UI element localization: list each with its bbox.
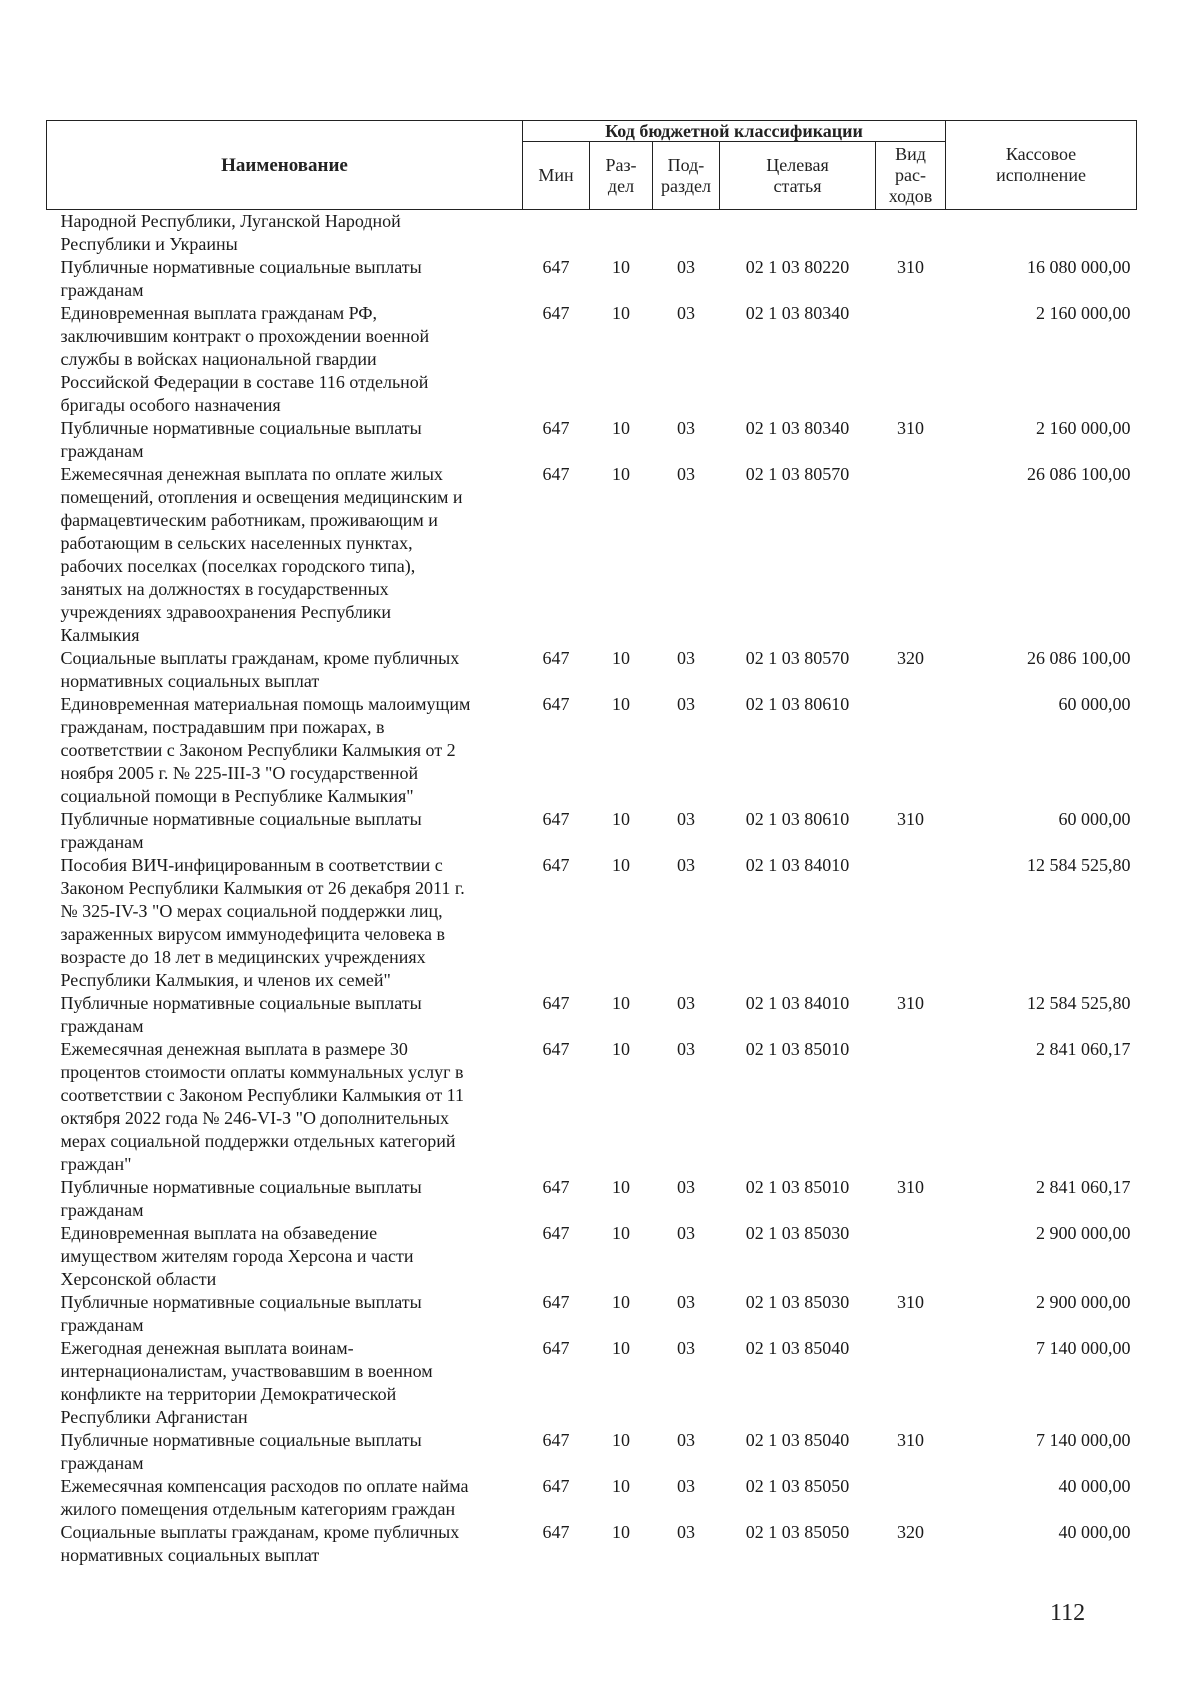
row-razdel: 10 [612,1430,630,1450]
table-row [47,1521,1137,1567]
row-min: 647 [542,303,570,323]
row-razdel: 10 [612,855,630,875]
row-celevaya-statya: 02 1 03 80340 [745,303,850,323]
row-name: Публичные нормативные социальные выплаты гражданам [60,418,422,461]
header-podrazdel: Под- раздел [653,142,720,210]
row-name: Пособия ВИЧ-инфицированным в соответствии с Законом Республики Калмыкия от 26 декабря 2011 г. № 325-IV-З "О мерах социальной поддержки лиц, зараженных вирусом иммунодефицита человека в возрасте до 18 лет в медицинских учреждениях Республики Калмыкия, и членов их семей" [60,855,465,990]
row-celevaya-statya: 02 1 03 85010 [745,1177,850,1197]
row-celevaya-statya: 02 1 03 85010 [745,1039,850,1059]
row-vid-rashodov: 320 [897,1522,924,1542]
row-amount: 2 841 060,17 [1036,1039,1131,1059]
row-min: 647 [542,809,570,829]
row-name: Ежегодная денежная выплата воинам- интернационалистам, участвовавшим в военном конфликте на территории Демократической Республики Афганистан [60,1338,433,1427]
row-celevaya-statya: 02 1 03 85040 [745,1338,850,1358]
table-row [47,1337,1137,1429]
row-podrazdel: 03 [677,1223,695,1243]
row-name: Ежемесячная денежная выплата в размере 30 процентов стоимости оплаты коммунальных услуг в соответствии с Законом Республики Калмыкия от 11 октября 2022 года № 246-VI-З "О дополнительных мерах социальной поддержки отдельных категорий граждан" [60,1039,465,1174]
row-vid-rashodov [876,302,946,417]
row-podrazdel: 03 [677,809,695,829]
row-min: 647 [542,1223,570,1243]
row-podrazdel: 03 [677,993,695,1013]
row-razdel [590,210,653,257]
row-name: Публичные нормативные социальные выплаты гражданам [60,1292,422,1335]
row-vid-rashodov: 320 [897,648,924,668]
row-vid-rashodov: 310 [897,993,924,1013]
row-vid-rashodov: 310 [897,1292,924,1312]
row-podrazdel [653,210,720,257]
row-min: 647 [542,1292,570,1312]
row-podrazdel: 03 [677,1039,695,1059]
row-vid-rashodov [876,463,946,647]
row-min: 647 [542,257,570,277]
row-min: 647 [542,1430,570,1450]
row-name: Публичные нормативные социальные выплаты гражданам [60,809,422,852]
table-row [47,1475,1137,1521]
table-row [47,302,1137,417]
row-name: Единовременная выплата на обзаведение имуществом жителям города Херсона и части Херсонской области [60,1223,414,1289]
row-celevaya-statya: 02 1 03 85050 [745,1522,850,1542]
row-vid-rashodov [876,210,946,257]
row-podrazdel: 03 [677,855,695,875]
row-vid-rashodov: 310 [897,809,924,829]
row-amount: 60 000,00 [1058,809,1131,829]
row-celevaya-statya: 02 1 03 80220 [745,257,850,277]
row-podrazdel: 03 [677,418,695,438]
row-name: Единовременная выплата гражданам РФ, заключившим контракт о прохождении военной службы в войсках национальной гвардии Российской Федерации в составе 116 отдельной бригады особого назначения [60,303,430,415]
row-razdel: 10 [612,648,630,668]
row-min [523,210,590,257]
row-razdel: 10 [612,257,630,277]
row-min: 647 [542,648,570,668]
row-celevaya-statya: 02 1 03 85050 [745,1476,850,1496]
row-amount: 40 000,00 [1058,1476,1131,1496]
row-celevaya-statya [720,210,876,257]
row-name: Публичные нормативные социальные выплаты гражданам [60,993,422,1036]
row-min: 647 [542,1338,570,1358]
row-amount: 2 160 000,00 [1036,418,1131,438]
row-min: 647 [542,694,570,714]
table-header [47,121,1137,210]
table-body [47,210,1137,1568]
row-podrazdel: 03 [677,694,695,714]
row-amount: 40 000,00 [1058,1522,1131,1542]
row-amount: 2 900 000,00 [1036,1292,1131,1312]
row-razdel: 10 [612,1338,630,1358]
row-razdel: 10 [612,694,630,714]
row-podrazdel: 03 [677,257,695,277]
header-min: Мин [523,142,590,210]
table-row [47,210,1137,257]
row-vid-rashodov: 310 [897,418,924,438]
row-amount: 26 086 100,00 [1027,464,1131,484]
row-vid-rashodov [876,1337,946,1429]
row-razdel: 10 [612,303,630,323]
row-celevaya-statya: 02 1 03 84010 [745,993,850,1013]
row-min: 647 [542,464,570,484]
row-podrazdel: 03 [677,303,695,323]
table-row [47,256,1137,302]
header-celevaya: Целевая статья [720,142,876,210]
row-min: 647 [542,855,570,875]
row-amount: 12 584 525,80 [1027,993,1131,1013]
budget-table [46,120,1137,1567]
row-celevaya-statya: 02 1 03 85040 [745,1430,850,1450]
row-podrazdel: 03 [677,1177,695,1197]
row-vid-rashodov [876,1475,946,1521]
row-amount: 16 080 000,00 [1027,257,1131,277]
table-row [47,1176,1137,1222]
row-vid-rashodov [876,854,946,992]
row-amount: 60 000,00 [1058,694,1131,714]
row-podrazdel: 03 [677,1292,695,1312]
row-vid-rashodov: 310 [897,1430,924,1450]
table-row [47,808,1137,854]
row-name: Социальные выплаты гражданам, кроме публичных нормативных социальных выплат [60,1522,460,1565]
table-row [47,854,1137,992]
row-celevaya-statya: 02 1 03 80610 [745,809,850,829]
row-celevaya-statya: 02 1 03 80610 [745,694,850,714]
row-razdel: 10 [612,993,630,1013]
row-min: 647 [542,1476,570,1496]
header-razdel: Раз- дел [590,142,653,210]
row-amount: 2 900 000,00 [1036,1223,1131,1243]
table-row [47,1429,1137,1475]
row-vid-rashodov [876,693,946,808]
row-amount: 12 584 525,80 [1027,855,1131,875]
row-name: Ежемесячная денежная выплата по оплате жилых помещений, отопления и освещения медицинским и фармацевтическим работникам, проживающим и работающим в сельских населенных пунктах, рабочих поселках (поселках городского типа), занятых на должностях в государственных учреждениях здравоохранения Республики Калмыкия [60,464,463,645]
row-amount: 7 140 000,00 [1036,1430,1131,1450]
row-name: Единовременная материальная помощь малоимущим гражданам, пострадавшим при пожарах, в соответствии с Законом Республики Калмыкия от 2 ноября 2005 г. № 225-III-З "О государственной социальной помощи в Республике Калмыкия" [60,694,471,806]
row-celevaya-statya: 02 1 03 80570 [745,464,850,484]
table-row [47,1291,1137,1337]
row-celevaya-statya: 02 1 03 80570 [745,648,850,668]
row-name: Народной Республики, Луганской Народной Республики и Украины [60,211,401,254]
header-name: Наименование [47,121,523,210]
row-amount: 26 086 100,00 [1027,648,1131,668]
row-vid-rashodov [876,1038,946,1176]
row-razdel: 10 [612,1522,630,1542]
row-name: Публичные нормативные социальные выплаты гражданам [60,1430,422,1473]
row-podrazdel: 03 [677,464,695,484]
row-min: 647 [542,1177,570,1197]
row-razdel: 10 [612,809,630,829]
table-row [47,1038,1137,1176]
row-name: Публичные нормативные социальные выплаты гражданам [60,257,422,300]
table-row [47,1222,1137,1291]
table-row [47,463,1137,647]
row-min: 647 [542,993,570,1013]
row-amount: 7 140 000,00 [1036,1338,1131,1358]
page-number: 112 [1050,1600,1086,1626]
row-amount: 2 841 060,17 [1036,1177,1131,1197]
row-amount [946,210,1137,257]
row-vid-rashodov: 310 [897,257,924,277]
row-celevaya-statya: 02 1 03 85030 [745,1223,850,1243]
table-row [47,992,1137,1038]
row-celevaya-statya: 02 1 03 85030 [745,1292,850,1312]
row-razdel: 10 [612,1039,630,1059]
table-row [47,417,1137,463]
header-kbk: Код бюджетной классификации [523,121,946,142]
row-razdel: 10 [612,1223,630,1243]
row-razdel: 10 [612,464,630,484]
row-min: 647 [542,418,570,438]
row-vid-rashodov [876,1222,946,1291]
header-vid: Вид рас- ходов [876,142,946,210]
row-podrazdel: 03 [677,1476,695,1496]
row-podrazdel: 03 [677,1338,695,1358]
row-name: Социальные выплаты гражданам, кроме публичных нормативных социальных выплат [60,648,460,691]
row-celevaya-statya: 02 1 03 80340 [745,418,850,438]
row-min: 647 [542,1522,570,1542]
row-vid-rashodov: 310 [897,1177,924,1197]
table-row [47,693,1137,808]
table-row [47,647,1137,693]
row-razdel: 10 [612,1177,630,1197]
row-name: Публичные нормативные социальные выплаты гражданам [60,1177,422,1220]
row-podrazdel: 03 [677,1522,695,1542]
row-name: Ежемесячная компенсация расходов по оплате найма жилого помещения отдельным категориям граждан [60,1476,469,1519]
row-amount: 2 160 000,00 [1036,303,1131,323]
row-razdel: 10 [612,418,630,438]
row-podrazdel: 03 [677,1430,695,1450]
row-razdel: 10 [612,1476,630,1496]
row-celevaya-statya: 02 1 03 84010 [745,855,850,875]
header-kassovoe: Кассовое исполнение [946,121,1137,210]
row-razdel: 10 [612,1292,630,1312]
row-min: 647 [542,1039,570,1059]
row-podrazdel: 03 [677,648,695,668]
